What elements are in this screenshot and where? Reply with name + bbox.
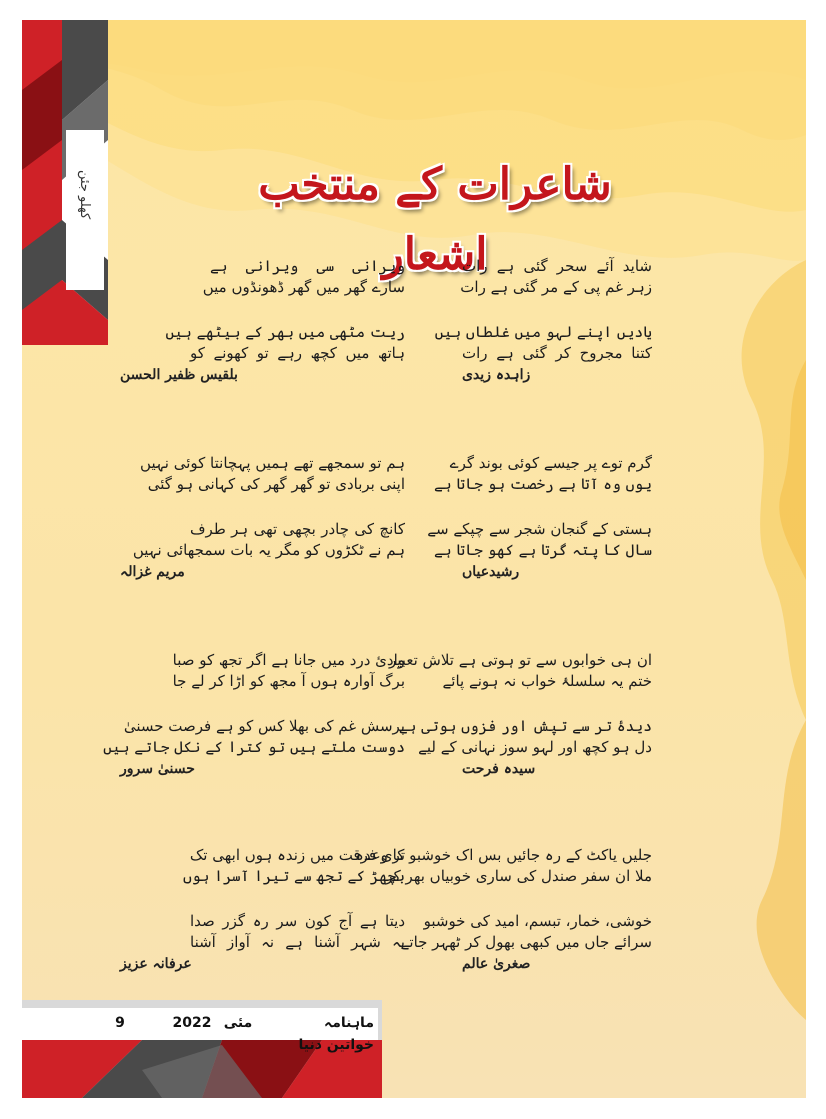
poem-line: تری فرقت میں زندہ ہوں ابھی تک	[189, 846, 405, 864]
poet-name: مریم غزالہ	[120, 564, 185, 580]
poem-line: گرم توے پر جیسے کوئی بوند گرے	[449, 454, 652, 472]
poem-line: کتنا مجروح کر گئی ہے رات	[462, 344, 652, 362]
issue-month: مئی	[223, 1015, 253, 1031]
poem-line: دوست ملتے ہیں تو کترا کے نکل جاتے ہیں	[103, 738, 405, 756]
issue-year: 2022	[172, 1015, 212, 1031]
poem-line: ہم نے ٹکڑوں کو مگر یہ بات سمجھائی نہیں	[132, 541, 405, 559]
poem-line: دیدۂ تر سے تپش اور فزوں ہوتی ہے	[398, 717, 652, 735]
poem-line: سرائے جاں میں کبھی بھول کر ٹھہر جاتے	[400, 933, 652, 951]
page-number: 9	[115, 1015, 125, 1031]
poet-name: بلقیس ظفیر الحسن	[120, 367, 238, 383]
poet-name: حسنیٰ سرور	[120, 761, 195, 777]
poet-name: رشیدعیاں	[462, 564, 520, 580]
poem-line: ہم تو سمجھے تھے ہمیں پہچانتا کوئی نہیں	[140, 454, 405, 472]
poet-name: صغریٰ عالم	[462, 956, 531, 972]
poem-line: پرسش غم کی بھلا کس کو ہے فرصت حسنیٰ	[123, 717, 405, 735]
poem-line: برگ آوارہ ہوں آ مجھ کو اڑا کر لے جا	[172, 672, 405, 690]
page-title: شاعرات کے منتخب اشعار	[258, 159, 612, 280]
poem-3	[427, 453, 652, 583]
poem-line: سال کا پتہ گرتا ہے کھو جاتا ہے	[434, 541, 652, 559]
poem-line: یادیں اپنے لہو میں غلطاں ہیں	[434, 323, 652, 341]
poet-name: زاہدہ زیدی	[462, 367, 531, 383]
poem-line: اپنی بربادی تو گھر گھر کی کہانی ہو گئی	[147, 475, 405, 493]
poem-4	[120, 453, 405, 583]
poem-line: ریت مٹھی میں بھر کے بیٹھے ہیں	[165, 323, 405, 341]
poem-line: خوشی، خمار، تبسم، امید کی خوشبو	[423, 912, 652, 930]
poem-line: دل ہو کچھ اور لہو سوز نہانی کے لیے	[418, 738, 652, 756]
poem-line: یوں وہ آتا ہے رخصت ہو جاتا ہے	[434, 475, 652, 493]
side-label: کھلو جئن	[77, 170, 92, 220]
poem-line: ہستی کے گنجان شجر سے چپکے سے	[427, 520, 652, 538]
poem-line: بچھڑ کے تجھ سے تیرا آسرا ہوں	[183, 867, 405, 885]
poem-line: ان ہی خوابوں سے تو ہوتی ہے تلاش تعبیر	[389, 651, 652, 669]
poem-7	[355, 845, 652, 975]
poem-5	[389, 650, 652, 780]
poet-name: سیدہ فرحت	[462, 761, 536, 777]
poem-line: ویرانی سی ویرانی ہے	[210, 257, 405, 275]
poem-line: سارے گھر میں گھر ڈھونڈوں میں	[202, 278, 405, 296]
poem-line: شاید آئے سحر گئی ہے رات	[462, 257, 652, 275]
poem-2	[120, 256, 405, 386]
poem-line: ملا ان سفر صندل کی ساری خوبیاں بھر کر	[385, 867, 652, 885]
poem-line: یہ شہر آشنا ہے نہ آواز آشنا	[190, 933, 405, 951]
poem-line: ختم یہ سلسلۂ خواب نہ ہونے پائے	[442, 672, 652, 690]
poem-line: کانچ کی چادر بچھی تھی ہر طرف	[190, 520, 405, 538]
poem-6	[103, 650, 405, 780]
poem-line: ہاتھ میں کچھ رہے تو کھونے کو	[190, 344, 405, 362]
poem-8	[120, 845, 405, 975]
magazine-name: ماہنامہ خواتین دنیا	[298, 1015, 374, 1053]
poet-name: عرفانہ عزیز	[120, 956, 192, 972]
poem-line: جلیں یاکٹ کے رہ جائیں بس اک خوشبو کا وعدہ	[355, 846, 652, 864]
side-decoration	[22, 20, 108, 345]
poem-line: زہر غم پی کے مر گئی ہے رات	[460, 278, 652, 296]
poem-1	[434, 256, 652, 386]
poem-line: وادیٔ درد میں جانا ہے اگر تجھ کو صبا	[172, 651, 405, 669]
poem-line: دیتا ہے آج کون سر رہ گزر صدا	[190, 912, 405, 930]
